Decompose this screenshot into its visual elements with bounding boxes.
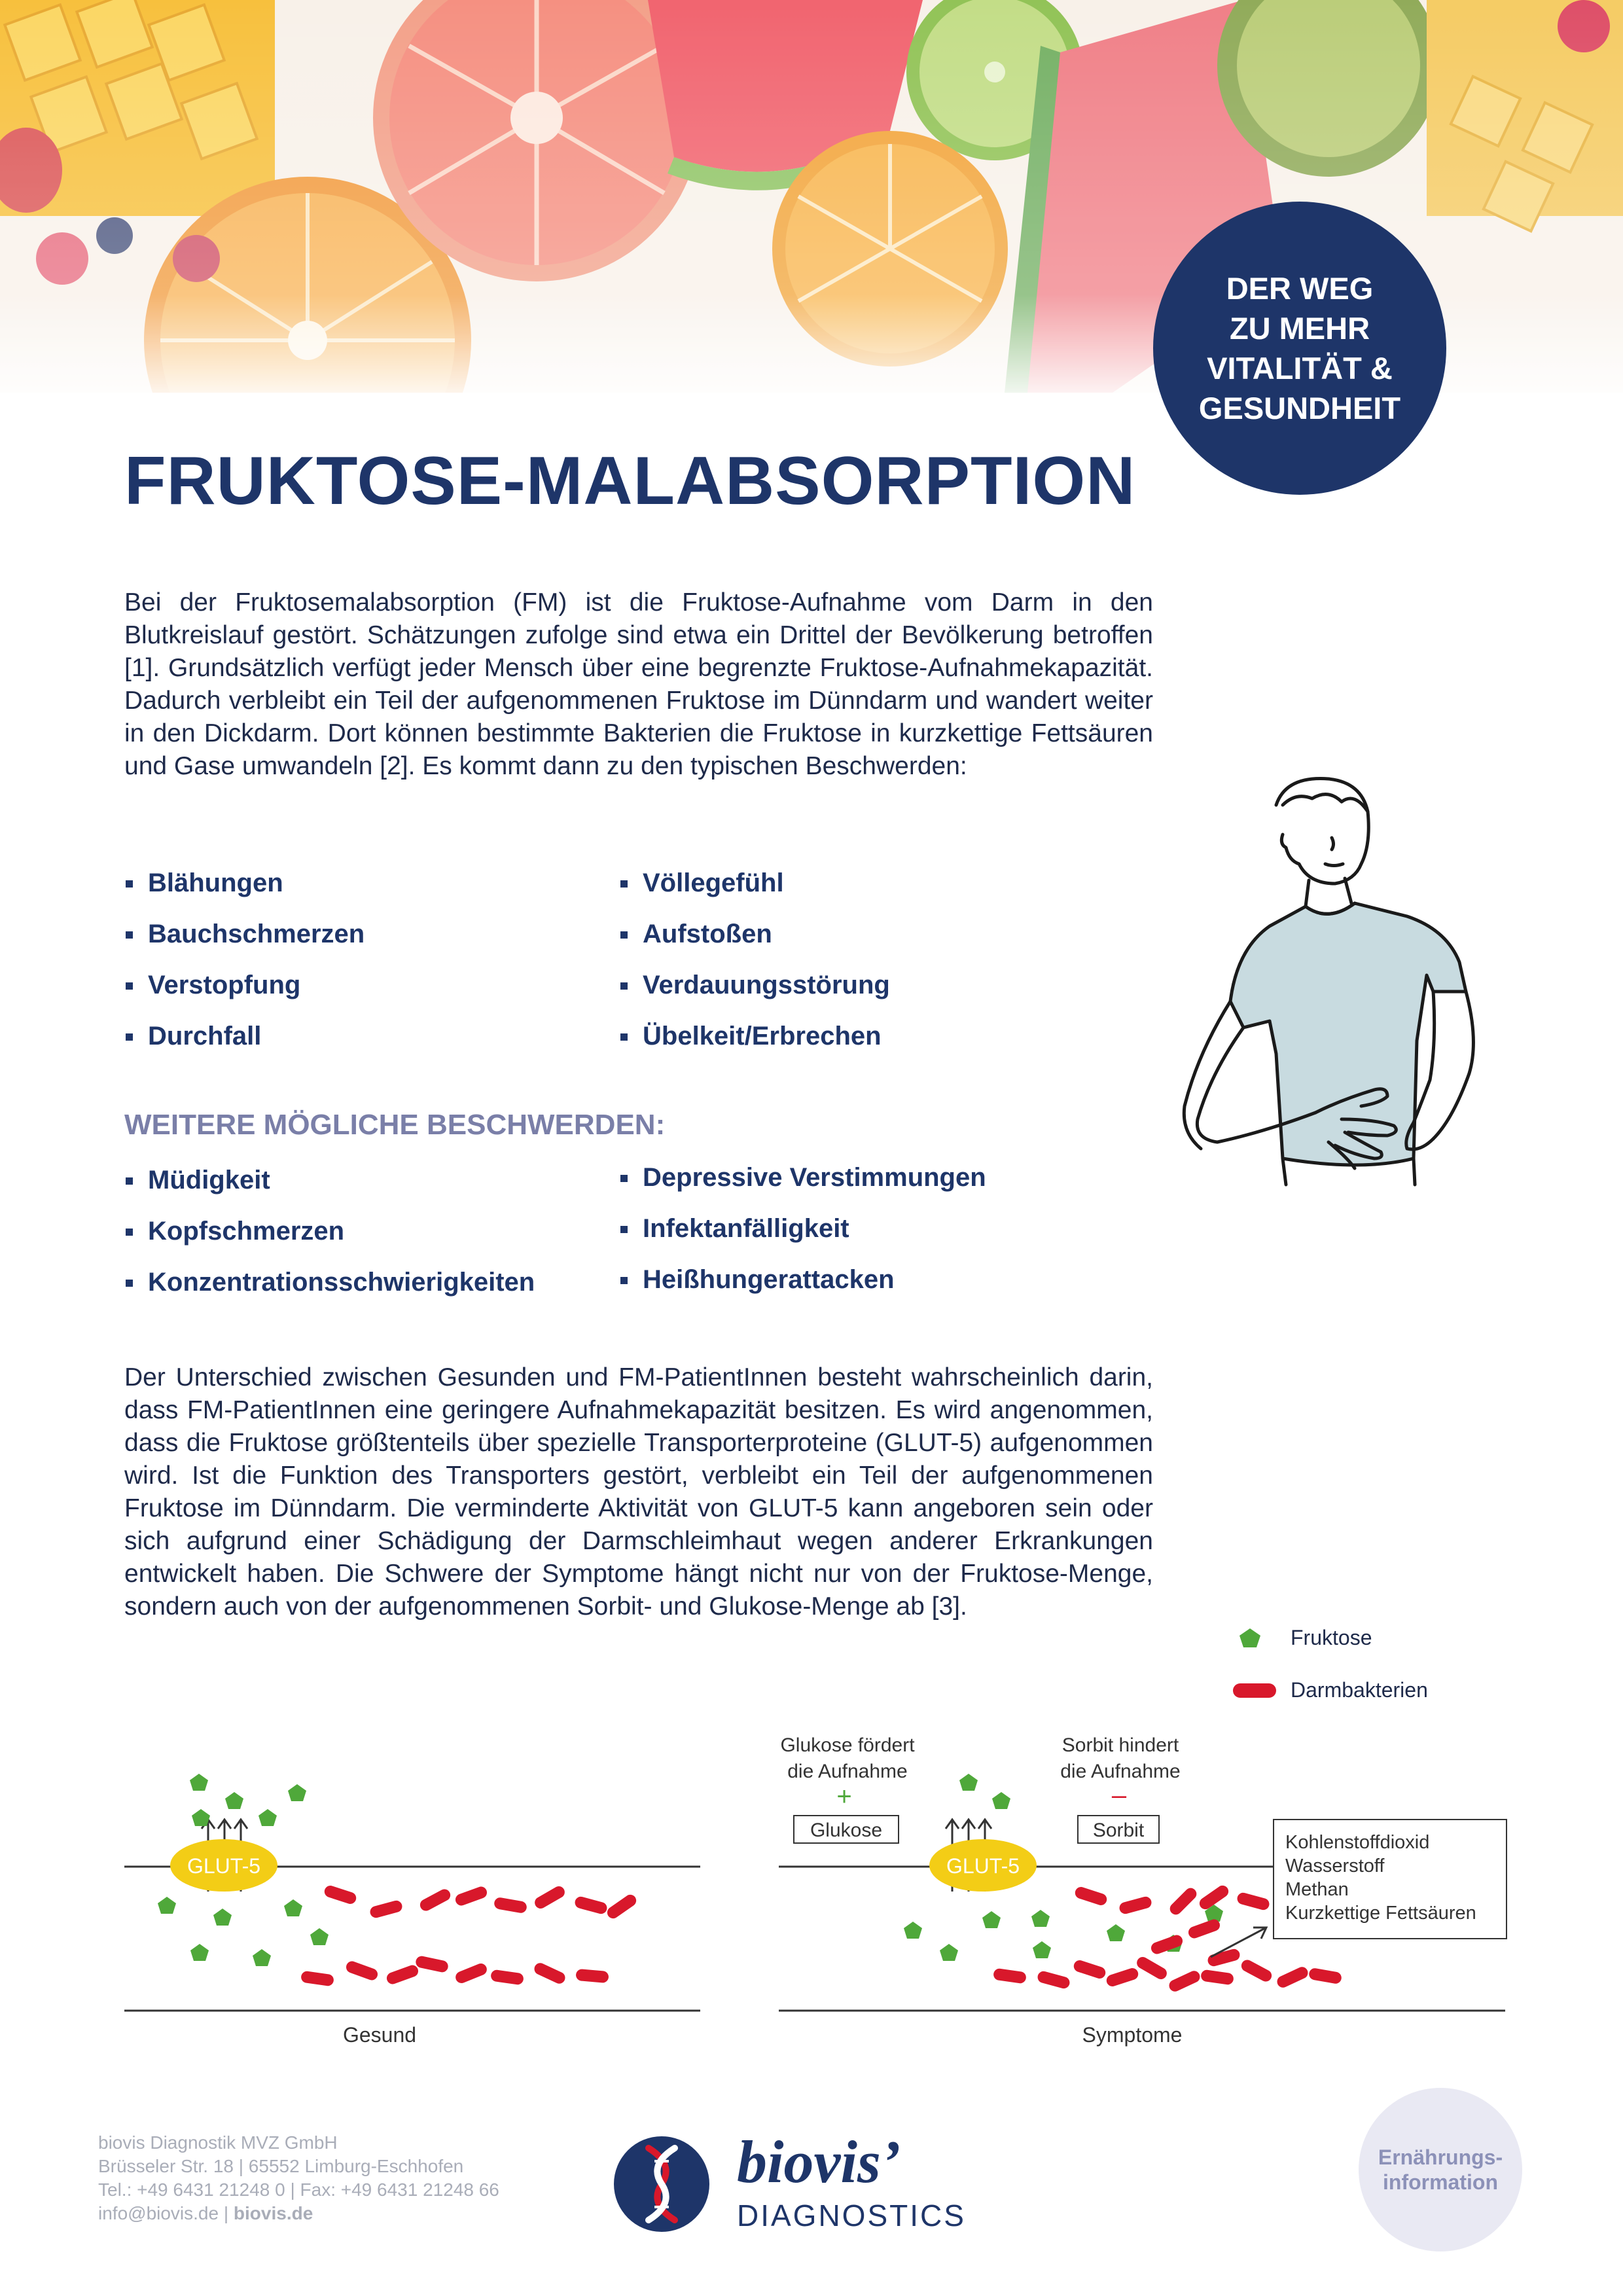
- person-stomachache-illustration: [1171, 766, 1538, 1211]
- info-type-seal: [1359, 2088, 1522, 2251]
- slogan-badge: [1153, 202, 1446, 495]
- symptom-item: Verstopfung: [124, 969, 365, 1020]
- symptom-item: Depressive Verstimmungen: [619, 1161, 986, 1212]
- footer-email[interactable]: info@biovis.de |: [98, 2203, 234, 2223]
- symptom-item: Verdauungsstörung: [619, 969, 890, 1020]
- symptom-item: Konzentrationsschwierigkeiten: [124, 1266, 535, 1317]
- symptom-item: Übelkeit/Erbrechen: [619, 1020, 890, 1071]
- plus-sign: +: [836, 1782, 852, 1811]
- symptom-item: Bauchschmerzen: [124, 918, 365, 969]
- symptom-list-left: [124, 867, 365, 1071]
- bacteria-legend-icon: [1230, 1677, 1283, 1703]
- symptom-item: Blähungen: [124, 867, 365, 918]
- footer-company: biovis Diagnostik MVZ GmbH: [98, 2132, 338, 2153]
- symptom-item: Völlegefühl: [619, 867, 890, 918]
- diagram-symptoms-graphic: [779, 1728, 1512, 2055]
- dna-logo-icon: [613, 2135, 711, 2233]
- legend-bacteria-label: Darmbakterien: [1291, 1678, 1428, 1702]
- symptom-item: Infektanfälligkeit: [619, 1212, 986, 1263]
- symptom-item: Durchfall: [124, 1020, 365, 1071]
- footer-phone: Tel.: +49 6431 21248 0 | Fax: +49 6431 21248 66: [98, 2179, 499, 2200]
- biovis-logo: [613, 2127, 1018, 2238]
- further-symptoms-heading: WEITERE MÖGLICHE BESCHWERDEN:: [124, 1109, 666, 1141]
- legend-fructose-label: Fruktose: [1291, 1626, 1372, 1649]
- gas-item: Methan: [1285, 1879, 1349, 1900]
- fructose-legend-icon: [1237, 1626, 1276, 1652]
- glucose-box-label: Glukose: [810, 1820, 883, 1841]
- symptom-item: Müdigkeit: [124, 1164, 535, 1215]
- symptom-list-right: [619, 867, 890, 1071]
- gas-item: Wasserstoff: [1285, 1856, 1385, 1876]
- gas-item: Kohlenstoffdioxid: [1285, 1832, 1430, 1853]
- minus-sign: –: [1111, 1781, 1127, 1810]
- diagram-healthy-graphic: [124, 1728, 700, 2055]
- explanation-paragraph: Der Unterschied zwischen Gesunden und FM-PatientInnen besteht wahrscheinlich darin, dass FM-PatientInnen eine geringere Aufnahmekapazität besitzen. Es wird angenommen, dass die Fruktose größtenteils über spezielle Transporterproteine (GLUT-5) aufgenommen wird. Ist die Funktion des Transporters gestört, verbleibt ein Teil der aufgenommenen Fruktose im Dünndarm. Die verminderte Aktivität von GLUT-5 kann angeboren sein oder sich aufgrund einer Schädigung der Darmschleimhaut wegen anderer Erkrankungen entwickelt haben. Die Schwere der Symptome hängt nicht nur von der Fruktose-Menge, sondern auch von der aufgenommenen Sorbit- und Glukose-Menge ab [3].: [124, 1363, 1153, 1621]
- intro-paragraph: Bei der Fruktosemalabsorption (FM) ist die Fruktose-Aufnahme vom Darm in den Blutkreislauf gestört. Schätzungen zufolge sind etwa ein Drittel der Bevölkerung betroffen [1]. Grundsätzlich verfügt jeder Mensch über eine begrenzte Fruktose-Aufnahmekapazität. Dadurch verbleibt ein Teil der aufgenommenen Fruktose im Dünndarm und wandert weiter in den Dickdarm. Dort können bestimmte Bakterien die Fruktose in kurzkettige Fettsäuren und Gase umwandeln [2]. Es kommt dann zu den typischen Beschwerden:: [124, 588, 1153, 780]
- diagram-symptoms: [779, 1728, 1512, 2055]
- diagram-healthy: [124, 1728, 700, 2055]
- page-title: FRUKTOSE-MALABSORPTION: [124, 443, 1136, 519]
- sorbit-box-label: Sorbit: [1092, 1820, 1145, 1841]
- further-list-right: [619, 1161, 986, 1314]
- logo-subtitle: DIAGNOSTICS: [737, 2198, 966, 2233]
- glut-label: GLUT-5: [946, 1854, 1020, 1878]
- further-list-left: [124, 1164, 535, 1317]
- sorbit-note-line2: die Aufnahme: [1060, 1761, 1181, 1782]
- symptom-item: Aufstoßen: [619, 918, 890, 969]
- gas-item: Kurzkettige Fettsäuren: [1285, 1903, 1476, 1924]
- seal-text: Ernährungs- information: [1378, 2145, 1503, 2194]
- glucose-note-line1: Glukose fördert: [780, 1734, 915, 1756]
- footer-contact: [98, 2202, 499, 2225]
- caption-symptoms: Symptome: [1082, 2023, 1183, 2047]
- glut-label: GLUT-5: [187, 1854, 261, 1878]
- slogan-text: DER WEG ZU MEHR VITALITÄT & GESUNDHEIT: [1198, 271, 1401, 425]
- footer-website[interactable]: biovis.de: [233, 2203, 313, 2223]
- legend: [1230, 1622, 1505, 1713]
- glucose-note-line2: die Aufnahme: [787, 1761, 908, 1782]
- symptom-item: Kopfschmerzen: [124, 1215, 535, 1266]
- footer-address: [98, 2131, 499, 2225]
- symptom-item: Heißhungerattacken: [619, 1263, 986, 1314]
- footer-street: Brüsseler Str. 18 | 65552 Limburg-Eschhofen: [98, 2156, 464, 2176]
- logo-name: biovis’: [737, 2128, 901, 2195]
- sorbit-note-line1: Sorbit hindert: [1061, 1734, 1179, 1756]
- caption-healthy: Gesund: [342, 2023, 417, 2047]
